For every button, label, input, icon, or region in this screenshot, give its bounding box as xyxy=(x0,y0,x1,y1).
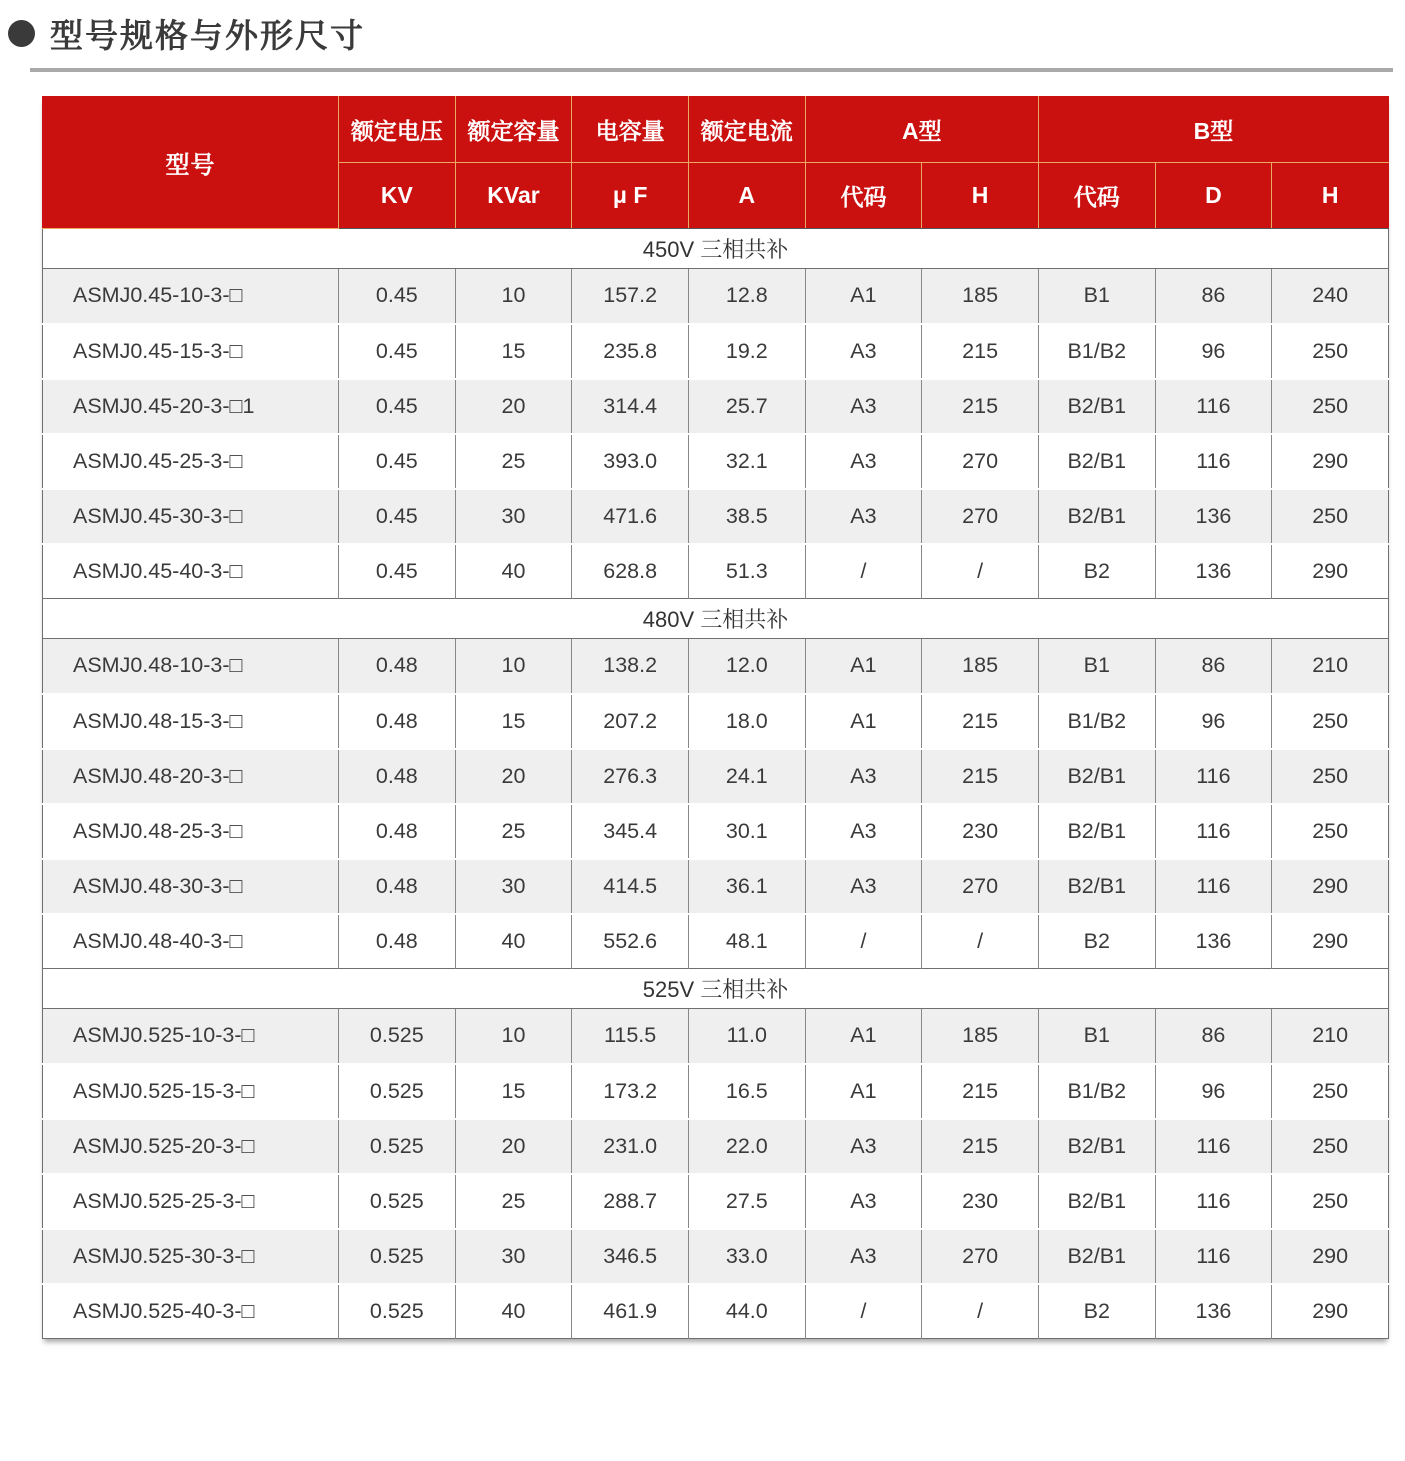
value-cell: 250 xyxy=(1272,1064,1389,1119)
value-cell: 290 xyxy=(1272,1284,1389,1339)
value-cell: B2/B1 xyxy=(1038,859,1155,914)
value-cell: 276.3 xyxy=(572,749,689,804)
value-cell: B2/B1 xyxy=(1038,434,1155,489)
value-cell: A3 xyxy=(805,859,922,914)
table-row xyxy=(43,544,1389,599)
value-cell: 250 xyxy=(1272,1119,1389,1174)
value-cell: / xyxy=(922,544,1039,599)
table-row xyxy=(43,639,1389,694)
value-cell: 136 xyxy=(1155,1284,1272,1339)
value-cell: 250 xyxy=(1272,804,1389,859)
value-cell: 0.525 xyxy=(339,1119,456,1174)
value-cell: 22.0 xyxy=(688,1119,805,1174)
value-cell: A3 xyxy=(805,489,922,544)
value-cell: 0.45 xyxy=(339,269,456,324)
value-cell: 414.5 xyxy=(572,859,689,914)
value-cell: 0.48 xyxy=(339,694,456,749)
value-cell: 0.45 xyxy=(339,379,456,434)
col-header-capacitance: 电容量 xyxy=(572,97,689,163)
value-cell: B1 xyxy=(1038,639,1155,694)
value-cell: 115.5 xyxy=(572,1009,689,1064)
value-cell: 215 xyxy=(922,749,1039,804)
value-cell: 210 xyxy=(1272,1009,1389,1064)
value-cell: 346.5 xyxy=(572,1229,689,1284)
value-cell: 0.48 xyxy=(339,859,456,914)
value-cell: 0.525 xyxy=(339,1174,456,1229)
value-cell: 288.7 xyxy=(572,1174,689,1229)
value-cell: B1/B2 xyxy=(1038,324,1155,379)
value-cell: 185 xyxy=(922,269,1039,324)
value-cell: 10 xyxy=(455,269,572,324)
value-cell: 250 xyxy=(1272,749,1389,804)
value-cell: / xyxy=(805,544,922,599)
col-header-model: 型号 xyxy=(43,97,339,229)
value-cell: 40 xyxy=(455,914,572,969)
col-unit-kvar: KVar xyxy=(455,163,572,229)
model-cell: ASMJ0.48-30-3-□ xyxy=(43,859,339,914)
section-header-row xyxy=(43,599,1389,639)
value-cell: 116 xyxy=(1155,379,1272,434)
value-cell: 19.2 xyxy=(688,324,805,379)
value-cell: 30 xyxy=(455,489,572,544)
model-cell: ASMJ0.525-15-3-□ xyxy=(43,1064,339,1119)
section-label: 450V 三相共补 xyxy=(43,229,1389,269)
value-cell: 157.2 xyxy=(572,269,689,324)
model-cell: ASMJ0.45-25-3-□ xyxy=(43,434,339,489)
value-cell: 138.2 xyxy=(572,639,689,694)
value-cell: 20 xyxy=(455,379,572,434)
value-cell: 345.4 xyxy=(572,804,689,859)
value-cell: 116 xyxy=(1155,749,1272,804)
value-cell: 314.4 xyxy=(572,379,689,434)
value-cell: 10 xyxy=(455,639,572,694)
value-cell: 0.48 xyxy=(339,639,456,694)
value-cell: 116 xyxy=(1155,1119,1272,1174)
col-header-rated-current: 额定电流 xyxy=(688,97,805,163)
value-cell: / xyxy=(922,914,1039,969)
value-cell: 11.0 xyxy=(688,1009,805,1064)
value-cell: 116 xyxy=(1155,804,1272,859)
col-group-type-a: A型 xyxy=(805,97,1038,163)
value-cell: 18.0 xyxy=(688,694,805,749)
model-cell: ASMJ0.45-40-3-□ xyxy=(43,544,339,599)
value-cell: 96 xyxy=(1155,1064,1272,1119)
value-cell: 96 xyxy=(1155,694,1272,749)
model-cell: ASMJ0.45-10-3-□ xyxy=(43,269,339,324)
value-cell: 25 xyxy=(455,804,572,859)
value-cell: A3 xyxy=(805,804,922,859)
model-cell: ASMJ0.48-20-3-□ xyxy=(43,749,339,804)
value-cell: 0.525 xyxy=(339,1009,456,1064)
value-cell: B2/B1 xyxy=(1038,804,1155,859)
table-row xyxy=(43,914,1389,969)
value-cell: B2/B1 xyxy=(1038,1229,1155,1284)
value-cell: 96 xyxy=(1155,324,1272,379)
value-cell: 40 xyxy=(455,1284,572,1339)
col-sub-b-h: H xyxy=(1272,163,1389,229)
value-cell: 230 xyxy=(922,804,1039,859)
value-cell: B2/B1 xyxy=(1038,1119,1155,1174)
value-cell: 250 xyxy=(1272,694,1389,749)
value-cell: 461.9 xyxy=(572,1284,689,1339)
table-row xyxy=(43,1009,1389,1064)
table-row xyxy=(43,269,1389,324)
value-cell: / xyxy=(805,914,922,969)
model-cell: ASMJ0.45-30-3-□ xyxy=(43,489,339,544)
value-cell: A1 xyxy=(805,639,922,694)
model-cell: ASMJ0.45-15-3-□ xyxy=(43,324,339,379)
table-row xyxy=(43,434,1389,489)
value-cell: 20 xyxy=(455,749,572,804)
value-cell: 44.0 xyxy=(688,1284,805,1339)
value-cell: 173.2 xyxy=(572,1064,689,1119)
value-cell: 215 xyxy=(922,1064,1039,1119)
value-cell: 250 xyxy=(1272,1174,1389,1229)
value-cell: 235.8 xyxy=(572,324,689,379)
model-cell: ASMJ0.525-20-3-□ xyxy=(43,1119,339,1174)
value-cell: 86 xyxy=(1155,639,1272,694)
value-cell: 290 xyxy=(1272,434,1389,489)
value-cell: 15 xyxy=(455,324,572,379)
model-cell: ASMJ0.48-40-3-□ xyxy=(43,914,339,969)
page-title: 型号规格与外形尺寸 xyxy=(50,16,365,54)
value-cell: 86 xyxy=(1155,269,1272,324)
model-cell: ASMJ0.45-20-3-□1 xyxy=(43,379,339,434)
col-sub-b-code: 代码 xyxy=(1038,163,1155,229)
value-cell: 0.45 xyxy=(339,324,456,379)
value-cell: 0.45 xyxy=(339,434,456,489)
value-cell: 215 xyxy=(922,379,1039,434)
value-cell: 116 xyxy=(1155,1229,1272,1284)
value-cell: 230 xyxy=(922,1174,1039,1229)
value-cell: 25 xyxy=(455,434,572,489)
col-unit-kv: KV xyxy=(339,163,456,229)
model-cell: ASMJ0.525-10-3-□ xyxy=(43,1009,339,1064)
value-cell: 51.3 xyxy=(688,544,805,599)
table-row xyxy=(43,1064,1389,1119)
value-cell: 0.48 xyxy=(339,804,456,859)
value-cell: A1 xyxy=(805,269,922,324)
value-cell: A3 xyxy=(805,1119,922,1174)
value-cell: 0.525 xyxy=(339,1284,456,1339)
model-cell: ASMJ0.48-10-3-□ xyxy=(43,639,339,694)
table-row xyxy=(43,324,1389,379)
value-cell: 185 xyxy=(922,639,1039,694)
value-cell: 290 xyxy=(1272,544,1389,599)
value-cell: B2 xyxy=(1038,1284,1155,1339)
value-cell: 25.7 xyxy=(688,379,805,434)
value-cell: A3 xyxy=(805,434,922,489)
model-cell: ASMJ0.525-40-3-□ xyxy=(43,1284,339,1339)
value-cell: 215 xyxy=(922,1119,1039,1174)
col-sub-b-d: D xyxy=(1155,163,1272,229)
value-cell: 12.0 xyxy=(688,639,805,694)
value-cell: B2/B1 xyxy=(1038,749,1155,804)
model-cell: ASMJ0.525-25-3-□ xyxy=(43,1174,339,1229)
title-underline xyxy=(30,68,1393,72)
value-cell: 12.8 xyxy=(688,269,805,324)
value-cell: B2 xyxy=(1038,914,1155,969)
value-cell: 270 xyxy=(922,489,1039,544)
value-cell: A1 xyxy=(805,1009,922,1064)
table-row xyxy=(43,1229,1389,1284)
value-cell: 0.45 xyxy=(339,544,456,599)
value-cell: 15 xyxy=(455,694,572,749)
value-cell: B1 xyxy=(1038,1009,1155,1064)
value-cell: 552.6 xyxy=(572,914,689,969)
value-cell: 240 xyxy=(1272,269,1389,324)
table-row xyxy=(43,1174,1389,1229)
value-cell: 270 xyxy=(922,434,1039,489)
value-cell: 16.5 xyxy=(688,1064,805,1119)
value-cell: A3 xyxy=(805,379,922,434)
value-cell: 250 xyxy=(1272,489,1389,544)
col-header-rated-voltage: 额定电压 xyxy=(339,97,456,163)
value-cell: 290 xyxy=(1272,859,1389,914)
value-cell: 270 xyxy=(922,1229,1039,1284)
value-cell: B2/B1 xyxy=(1038,379,1155,434)
value-cell: 15 xyxy=(455,1064,572,1119)
section-header-row xyxy=(43,229,1389,269)
value-cell: 270 xyxy=(922,859,1039,914)
section-label: 525V 三相共补 xyxy=(43,969,1389,1009)
value-cell: A3 xyxy=(805,1174,922,1229)
value-cell: 30 xyxy=(455,859,572,914)
value-cell: 250 xyxy=(1272,324,1389,379)
value-cell: 116 xyxy=(1155,1174,1272,1229)
col-sub-a-h: H xyxy=(922,163,1039,229)
value-cell: 24.1 xyxy=(688,749,805,804)
value-cell: B1/B2 xyxy=(1038,1064,1155,1119)
table-body xyxy=(43,229,1389,1339)
value-cell: B1/B2 xyxy=(1038,694,1155,749)
section-label: 480V 三相共补 xyxy=(43,599,1389,639)
col-unit-uf: μ F xyxy=(572,163,689,229)
value-cell: 0.525 xyxy=(339,1229,456,1284)
table-row xyxy=(43,804,1389,859)
value-cell: / xyxy=(922,1284,1039,1339)
value-cell: 136 xyxy=(1155,489,1272,544)
value-cell: 215 xyxy=(922,324,1039,379)
value-cell: 40 xyxy=(455,544,572,599)
col-sub-a-code: 代码 xyxy=(805,163,922,229)
bullet-icon xyxy=(8,20,35,47)
value-cell: B2/B1 xyxy=(1038,489,1155,544)
table-header xyxy=(43,97,1389,229)
value-cell: B1 xyxy=(1038,269,1155,324)
value-cell: 215 xyxy=(922,694,1039,749)
value-cell: 36.1 xyxy=(688,859,805,914)
col-unit-a: A xyxy=(688,163,805,229)
value-cell: 136 xyxy=(1155,544,1272,599)
table-row xyxy=(43,379,1389,434)
value-cell: A1 xyxy=(805,1064,922,1119)
value-cell: B2 xyxy=(1038,544,1155,599)
value-cell: 27.5 xyxy=(688,1174,805,1229)
value-cell: 32.1 xyxy=(688,434,805,489)
value-cell: 290 xyxy=(1272,1229,1389,1284)
value-cell: 471.6 xyxy=(572,489,689,544)
table-row xyxy=(43,859,1389,914)
value-cell: 116 xyxy=(1155,859,1272,914)
value-cell: 30 xyxy=(455,1229,572,1284)
value-cell: A1 xyxy=(805,694,922,749)
table-row xyxy=(43,1119,1389,1174)
value-cell: A3 xyxy=(805,1229,922,1284)
value-cell: 33.0 xyxy=(688,1229,805,1284)
table-row xyxy=(43,1284,1389,1339)
value-cell: A3 xyxy=(805,749,922,804)
model-cell: ASMJ0.525-30-3-□ xyxy=(43,1229,339,1284)
spec-table xyxy=(42,96,1389,1339)
value-cell: 207.2 xyxy=(572,694,689,749)
page-header xyxy=(0,0,1405,58)
value-cell: 250 xyxy=(1272,379,1389,434)
table-row xyxy=(43,749,1389,804)
value-cell: B2/B1 xyxy=(1038,1174,1155,1229)
col-header-rated-capacity: 额定容量 xyxy=(455,97,572,163)
value-cell: 231.0 xyxy=(572,1119,689,1174)
value-cell: 10 xyxy=(455,1009,572,1064)
value-cell: 393.0 xyxy=(572,434,689,489)
value-cell: 30.1 xyxy=(688,804,805,859)
value-cell: 116 xyxy=(1155,434,1272,489)
value-cell: 210 xyxy=(1272,639,1389,694)
model-cell: ASMJ0.48-15-3-□ xyxy=(43,694,339,749)
value-cell: 48.1 xyxy=(688,914,805,969)
value-cell: 185 xyxy=(922,1009,1039,1064)
value-cell: 0.48 xyxy=(339,914,456,969)
model-cell: ASMJ0.48-25-3-□ xyxy=(43,804,339,859)
value-cell: 0.525 xyxy=(339,1064,456,1119)
value-cell: 290 xyxy=(1272,914,1389,969)
value-cell: 38.5 xyxy=(688,489,805,544)
value-cell: 0.45 xyxy=(339,489,456,544)
value-cell: 25 xyxy=(455,1174,572,1229)
value-cell: / xyxy=(805,1284,922,1339)
col-group-type-b: B型 xyxy=(1038,97,1388,163)
value-cell: 136 xyxy=(1155,914,1272,969)
table-row xyxy=(43,694,1389,749)
value-cell: 20 xyxy=(455,1119,572,1174)
section-header-row xyxy=(43,969,1389,1009)
value-cell: 628.8 xyxy=(572,544,689,599)
value-cell: 0.48 xyxy=(339,749,456,804)
value-cell: A3 xyxy=(805,324,922,379)
value-cell: 86 xyxy=(1155,1009,1272,1064)
table-row xyxy=(43,489,1389,544)
